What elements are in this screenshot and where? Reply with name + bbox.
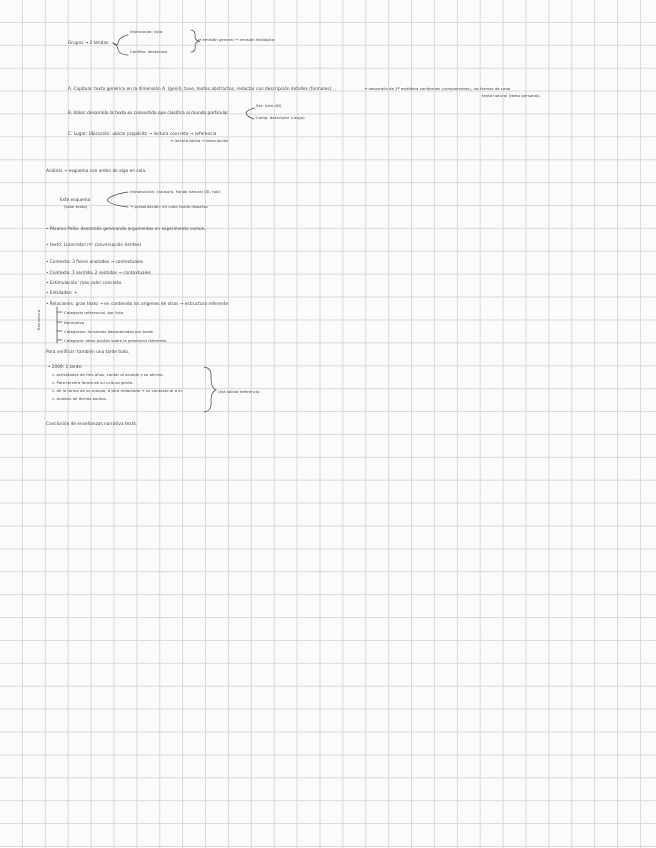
structure-left-2: (total texto) bbox=[64, 204, 88, 209]
block3-brace bbox=[204, 367, 216, 412]
list-a-1: • Contexto: 3 flores anotados → contextuales bbox=[46, 259, 144, 264]
block3-item-3: ↳ de la forma de su mando, a otro redactado → su contexto al a el. bbox=[52, 388, 184, 393]
closing-line: Conclusión de enseñanzas narrativa texto. bbox=[46, 421, 138, 426]
sub-item-1: Categoría referencial, por lista bbox=[64, 310, 124, 315]
list-a-2: • Contexto: 1 sentido, 2 sentidos → contextuales bbox=[46, 270, 151, 275]
item-b-top: Ser: lista (ID) bbox=[256, 103, 282, 108]
sub-item-2: Normativa bbox=[64, 320, 85, 325]
section2-heading: Análisis → esquema con orden de algo en sala. bbox=[46, 168, 147, 173]
item-b: B. Valor: desarrollo la texto es convertido que clasifica al mundo particular bbox=[68, 110, 229, 115]
side-label: Estructura bbox=[36, 309, 41, 330]
item-a-result: → desarrollo de 1ª metáfora conformes (componentes), las formas de cada bbox=[364, 86, 511, 91]
item-b-bottom: Comp. descriptor (rasgo) bbox=[256, 115, 305, 120]
item-a-result-2: texto natural (texto personal). bbox=[482, 93, 541, 98]
list-a-4: • Entidades: + bbox=[46, 290, 78, 295]
block3-item-1: ↳ actividades de tres años, contar al alcalde y su oficina. bbox=[52, 372, 164, 377]
block1-left: Grupos → 2 tendas bbox=[68, 40, 109, 45]
block3-head: • 2009: 1 tarde: bbox=[48, 364, 83, 369]
bullet-2: • texto: (concreto) nº: conversación (lenteo) bbox=[46, 242, 142, 247]
list-a-5: • Relaciones: gran texto → en contenido los orígenes de otros → estructura referente bbox=[46, 301, 229, 306]
fork-b bbox=[246, 108, 254, 119]
structure-bottom: → presentación: en cada fondo disperso bbox=[130, 204, 208, 209]
fork-structure bbox=[107, 192, 128, 207]
item-c: C. Lugar: Ubicación: ubicar propósito → lectura concreta → referencia bbox=[68, 131, 217, 136]
block1-branch-bottom: Conflito: desenlace bbox=[130, 49, 168, 54]
block1-branch-top: intencional: lista bbox=[130, 29, 163, 34]
block1-result: → emisión general → emisión lexilógica bbox=[198, 37, 275, 42]
bullet-1: • Páramo Peña: desarrollo generando argumentos en experimento común. bbox=[46, 226, 206, 231]
sub-item-4: Categoría: otros puntos sobre la presencia referente. bbox=[64, 338, 168, 343]
line-after: Para verificar: también una tarde todo. bbox=[46, 349, 130, 354]
list-a-3: • Estimulación: más valor concreto. bbox=[46, 280, 123, 285]
left-brace bbox=[113, 35, 128, 55]
item-a: A. Capítulo: texto genérico en la dimensión A. (genil), tuve, textos abstractos, redactar con descripción detalles (formales). bbox=[68, 86, 333, 91]
item-c-2: → lectura tácita → descripción bbox=[170, 138, 229, 143]
block3-result: Una sólida referencia bbox=[218, 389, 260, 394]
structure-top: introducción: clausura. Fondo natural (ID, tab) bbox=[130, 189, 221, 194]
block3-item-4: ↳ Análisis de dichos puntos. bbox=[52, 396, 108, 401]
block3-item-2: ↳ Para tercera forma de su cultura gente. bbox=[52, 380, 134, 385]
sub-item-3: Categorías: funciones desarrolladas por tarde bbox=[64, 329, 153, 334]
structure-left: Este esquema bbox=[60, 197, 91, 202]
